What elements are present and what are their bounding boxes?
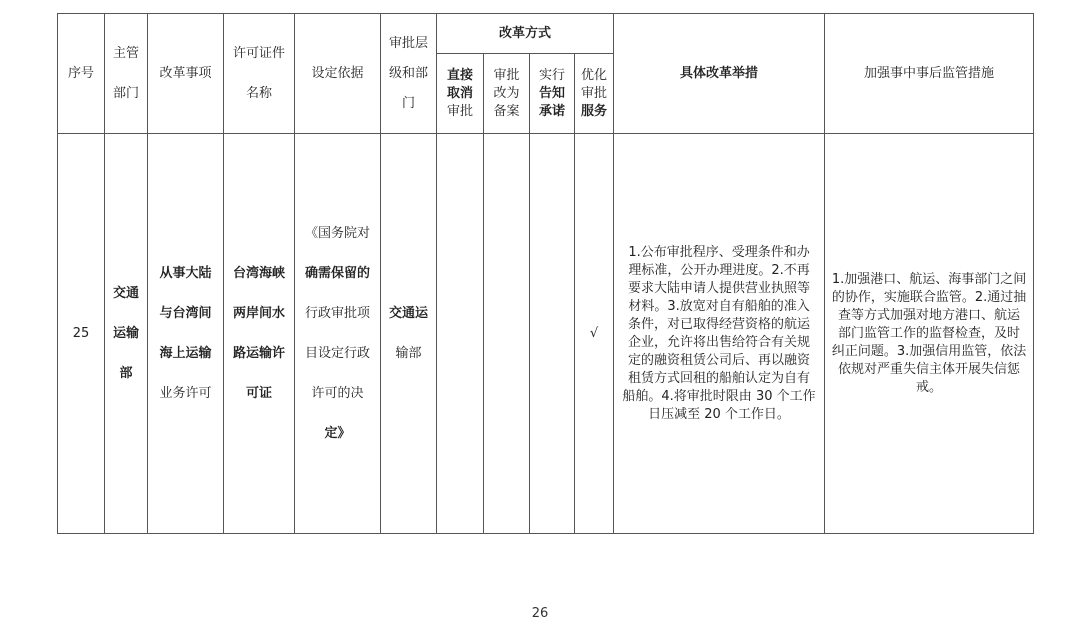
cell-basis: 《国务院对 确需保留的 行政审批项 目设定行政 许可的决 定》 (295, 134, 381, 534)
page-number: 26 (531, 606, 549, 621)
cell-method-cancel (437, 134, 484, 534)
header-reform-methods: 改革方式 (437, 14, 614, 54)
cell-seq: 25 (58, 134, 105, 534)
cell-level: 交通运 输部 (381, 134, 437, 534)
cell-method-record (484, 134, 530, 534)
reform-table (57, 13, 1034, 534)
header-method-notify: 实行 告知 承诺 (530, 54, 575, 134)
header-method-optimize: 优化 审批 服务 (575, 54, 614, 134)
header-item: 改革事项 (148, 14, 224, 134)
header-method-cancel: 直接 取消 审批 (437, 54, 484, 134)
cell-license: 台湾海峡 两岸间水 路运输许 可证 (224, 134, 295, 534)
header-supervision: 加强事中事后监管措施 (825, 14, 1034, 134)
cell-measures: 1.公布审批程序、受理条件和办 理标准，公开办理进度。2.不再 要求大陆申请人提供营业执照等 材料。3.放宽对自有船舶的准入 条件，对已取得经营资格的航运 企业，允许将出售给符合有关规 定的融资租赁公司后、再以融资 租赁方式回租的船舶认定为自有 船舶。4.将审批时限由 30 个工作 日压减至 20 个工作日。 (614, 134, 825, 534)
cell-supervision: 1.加强港口、航运、海事部门之间 的协作，实施联合监管。2.通过抽 查等方式加强对地方港口、航运 部门监管工作的监督检查，及时 纠正问题。3.加强信用监管，依法 依规对严重失信主体开展失信惩 戒。 (825, 134, 1034, 534)
header-basis: 设定依据 (295, 14, 381, 134)
cell-method-optimize: √ (575, 134, 614, 534)
header-measures: 具体改革举措 (614, 14, 825, 134)
header-method-record: 审批 改为 备案 (484, 54, 530, 134)
header-dept: 主管 部门 (105, 14, 148, 134)
cell-item: 从事大陆 与台湾间 海上运输 业务许可 (148, 134, 224, 534)
cell-method-notify (530, 134, 575, 534)
header-level: 审批层 级和部 门 (381, 14, 437, 134)
header-license: 许可证件 名称 (224, 14, 295, 134)
cell-dept: 交通 运输 部 (105, 134, 148, 534)
header-seq: 序号 (58, 14, 105, 134)
